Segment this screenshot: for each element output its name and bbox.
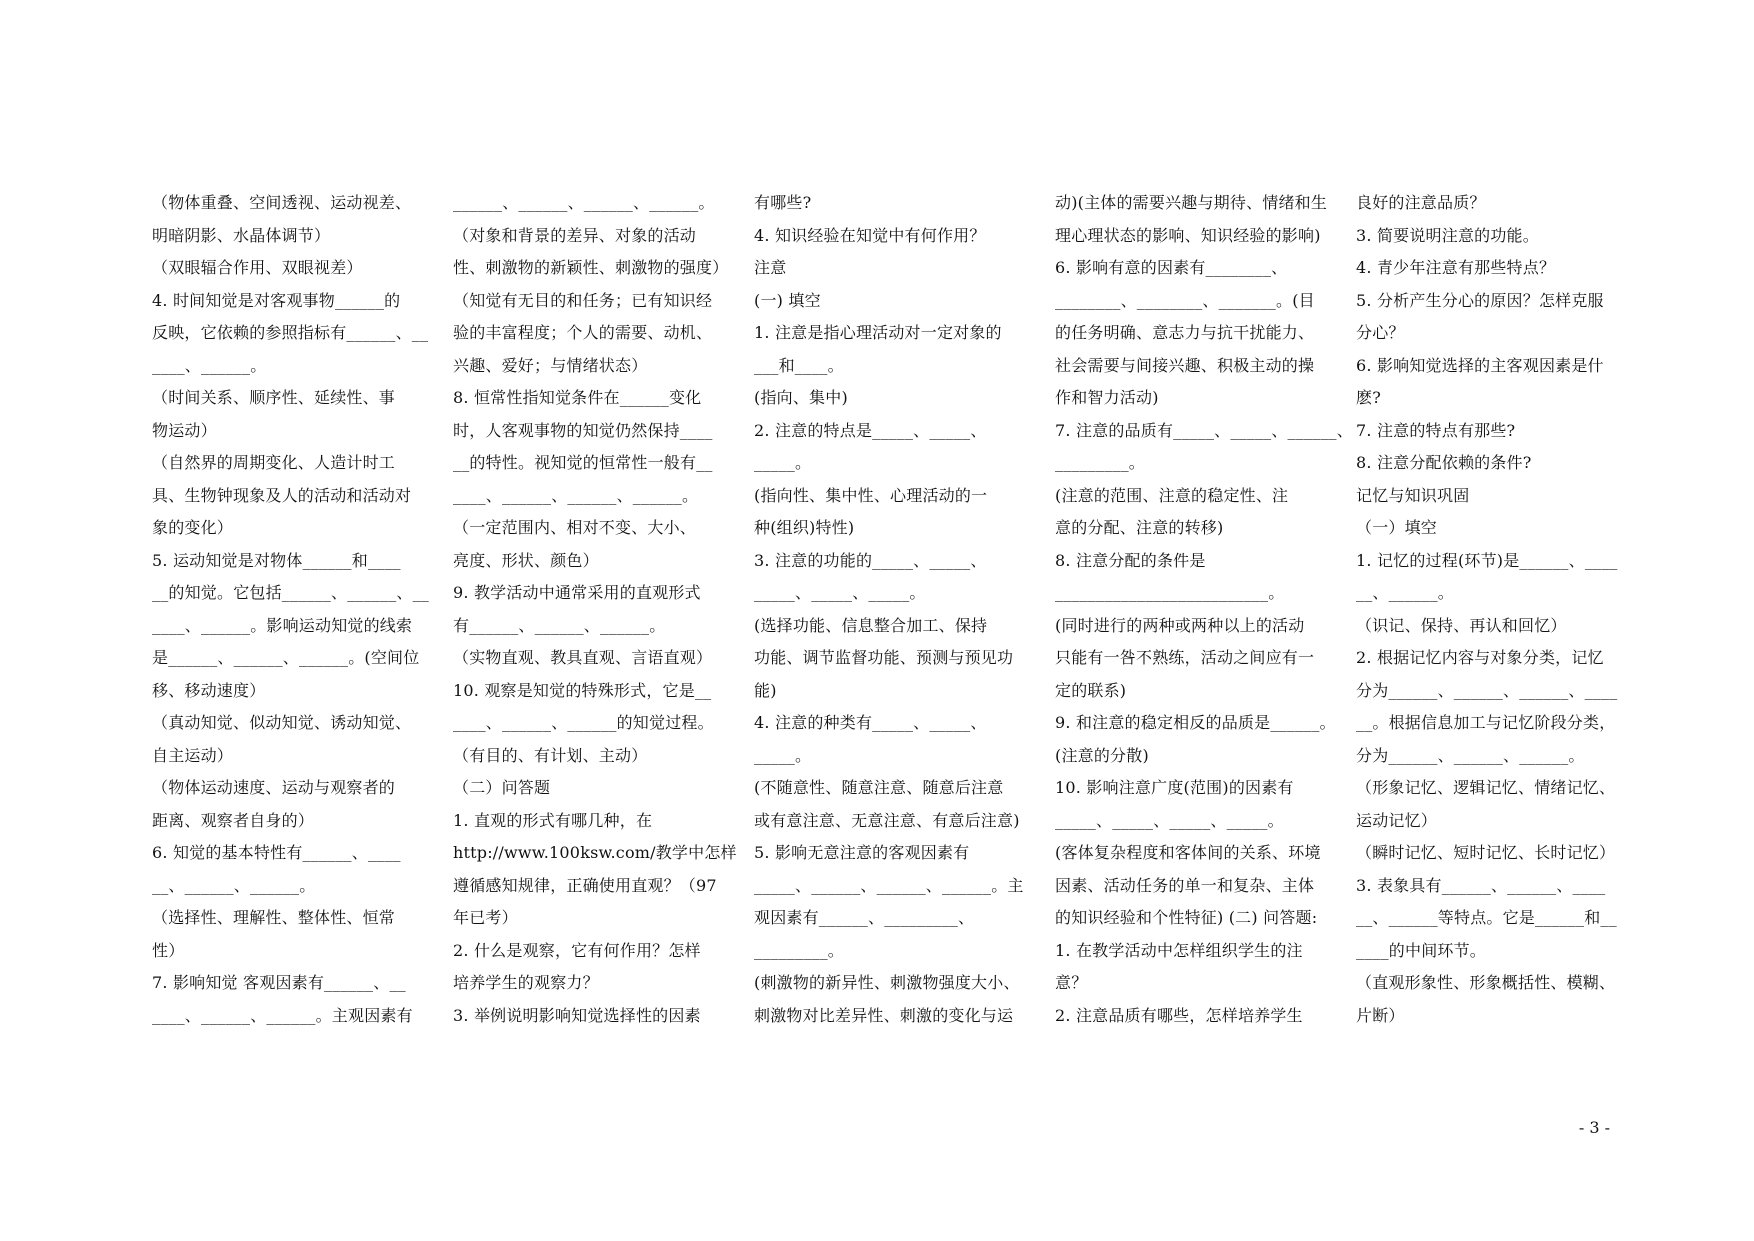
text-line: 片断） [1356, 1005, 1405, 1025]
text-line: (不随意性、随意注意、随意后注意 [754, 778, 1004, 797]
text-line: 年已考） [453, 908, 518, 927]
text-line: （实物直观、教具直观、言语直观） [453, 648, 713, 667]
column-2 [453, 187, 737, 1032]
text-line: 种(组织)特性) [754, 518, 855, 537]
text-line: __、______等特点。它是______和__ [1356, 908, 1617, 927]
text-line: (选择功能、信息整合加工、保持 [754, 615, 988, 635]
text-line: 验的丰富程度；个人的需要、动机、 [453, 323, 713, 342]
text-line: 亮度、形状、颜色） [453, 550, 599, 570]
text-line: （瞬时记忆、短时记忆、长时记忆） [1356, 843, 1616, 862]
text-line: (同时进行的两种或两种以上的活动 [1055, 615, 1305, 635]
text-line: 作和智力活动) [1055, 388, 1159, 407]
text-line: 移、移动速度） [152, 680, 266, 700]
text-line: ____、______。 [152, 355, 267, 375]
text-line: 3. 简要说明注意的功能。 [1356, 225, 1539, 245]
text-line: 8. 注意分配的条件是 [1055, 550, 1206, 570]
text-line: 4. 青少年注意有那些特点？ [1356, 258, 1556, 277]
text-line: 性、刺激物的新颖性、刺激物的强度） [453, 258, 729, 277]
text-line: __的特性。视知觉的恒常性一般有__ [453, 453, 713, 472]
text-line: 7. 注意的品质有_____、_____、______、 [1055, 420, 1353, 440]
text-line: 观因素有______、_________、 [754, 908, 975, 927]
text-line: 5. 影响无意注意的客观因素有 [754, 843, 970, 862]
text-line: (注意的范围、注意的稳定性、注 [1055, 485, 1289, 505]
column-1 [152, 187, 430, 1032]
text-line: 记忆与知识巩固 [1356, 485, 1470, 505]
text-line: 10. 观察是知觉的特殊形式，它是__ [453, 680, 712, 700]
text-line: （对象和背景的差异、对象的活动 [453, 225, 697, 245]
text-line: （一）填空 [1356, 518, 1438, 537]
text-line: 7. 影响知觉 客观因素有______、__ [152, 973, 406, 992]
text-line: 分心？ [1356, 323, 1405, 342]
text-line: ________、________、_______。(目 [1055, 290, 1315, 310]
text-line: 性） [152, 940, 185, 960]
text-line: （形象记忆、逻辑记忆、情绪记忆、 [1356, 778, 1616, 797]
text-line: （物体运动速度、运动与观察者的 [152, 778, 396, 797]
text-line: （双眼辐合作用、双眼视差） [152, 258, 363, 277]
text-line: _____、_____、_____。 [754, 583, 926, 602]
text-line: ____、______、______。主观因素有 [152, 1005, 413, 1025]
text-line: 分为______、______、______、____ [1356, 680, 1618, 700]
text-line: 意的分配、注意的转移) [1055, 518, 1224, 537]
text-line: _________。 [1055, 453, 1145, 472]
text-line: （知觉有无目的和任务；已有知识经 [453, 290, 713, 310]
text-line: （二）问答题 [453, 778, 551, 797]
text-line: 5. 运动知觉是对物体______和____ [152, 550, 401, 570]
text-line: 6. 影响知觉选择的主客观因素是什 [1356, 355, 1604, 375]
text-line: 1. 直观的形式有哪几种，在 [453, 810, 653, 830]
text-line: 分为______、______、______。 [1356, 745, 1585, 765]
column-5 [1356, 187, 1619, 1032]
text-line: 3. 注意的功能的_____、_____、 [754, 550, 987, 570]
text-line: 的任务明确、意志力与抗干扰能力、 [1055, 323, 1315, 342]
text-line: 3. 举例说明影响知觉选择性的因素 [453, 1005, 701, 1025]
text-line: 7. 注意的特点有那些? [1356, 420, 1516, 440]
text-line: 刺激物对比差异性、刺激的变化与运 [754, 1005, 1014, 1025]
text-line: (刺激物的新异性、刺激物强度大小、 [754, 973, 1020, 992]
text-line: __的知觉。它包括______、______、__ [152, 583, 430, 602]
text-line: 反映，它依赖的参照指标有______、__ [152, 323, 429, 342]
text-line: 意？ [1055, 973, 1088, 992]
text-line: （识记、保持、再认和回忆） [1356, 615, 1567, 635]
text-line: __________________________。 [1055, 583, 1285, 602]
text-line: _________。 [754, 940, 844, 960]
text-line: (指向性、集中性、心理活动的一 [754, 485, 988, 505]
text-line: (指向、集中) [754, 388, 848, 407]
text-line: 或有意注意、无意注意、有意后注意) [754, 810, 1020, 830]
text-line: （直观形象性、形象概括性、模糊、 [1356, 973, 1616, 992]
text-line: （一定范围内、相对不变、大小、 [453, 518, 697, 537]
text-line: 1. 注意是指心理活动对一定对象的 [754, 323, 1002, 342]
text-line: 2. 注意的特点是_____、_____、 [754, 420, 987, 440]
text-line: _____、_____、_____、_____。 [1055, 810, 1284, 830]
text-line: __、______。 [1356, 583, 1455, 602]
text-line: （物体重叠、空间透视、运动视差、 [152, 193, 412, 212]
text-line: （有目的、有计划、主动） [453, 745, 648, 765]
page-number: - 3 - [1578, 1118, 1610, 1137]
text-line: 5. 分析产生分心的原因？怎样克服 [1356, 290, 1604, 310]
text-line: (客体复杂程度和客体间的关系、环境 [1055, 843, 1321, 862]
text-line: http://www.100ksw.com/教学中怎样 [453, 843, 737, 862]
text-line: 功能、调节监督功能、预测与预见功 [754, 648, 1014, 667]
text-line: 麽? [1356, 388, 1381, 407]
text-line: 6. 影响有意的因素有________、 [1055, 258, 1288, 277]
text-line: 社会需要与间接兴趣、积极主动的操 [1055, 355, 1315, 375]
text-line: ____、______、______的知觉过程。 [453, 713, 714, 732]
text-line: 4. 时间知觉是对客观事物______的 [152, 290, 401, 310]
text-line: 自主运动） [152, 745, 234, 765]
text-line: 有______、______、______。 [453, 615, 666, 635]
text-line: 有哪些? [754, 193, 812, 212]
text-line: 4. 注意的种类有_____、_____、 [754, 713, 987, 732]
text-line: （真动知觉、似动知觉、诱动知觉、 [152, 713, 412, 732]
text-line: 能) [754, 680, 777, 700]
text-line: （选择性、理解性、整体性、恒常 [152, 908, 396, 927]
text-line: 兴趣、爱好；与情绪状态） [453, 355, 648, 375]
text-line: 距离、观察者自身的） [152, 810, 315, 830]
column-3 [754, 187, 1024, 1032]
text-line: ___和____。 [754, 355, 844, 375]
text-line: ____、______。影响运动知觉的线索 [152, 615, 413, 635]
text-line: 良好的注意品质？ [1356, 193, 1486, 212]
text-line: 明暗阴影、水晶体调节） [152, 225, 331, 245]
text-line: 2. 根据记忆内容与对象分类，记忆 [1356, 648, 1604, 667]
text-line: 2. 什么是观察，它有何作用？怎样 [453, 940, 701, 960]
text-line: 9. 和注意的稳定相反的品质是______。 [1055, 713, 1336, 732]
text-line: (一) 填空 [754, 290, 821, 310]
text-line: （自然界的周期变化、人造计时工 [152, 453, 396, 472]
column-4 [1055, 187, 1353, 1032]
text-line: _____。 [754, 745, 812, 765]
text-line: 遵循感知规律，正确使用直观？（97 [453, 875, 717, 895]
text-line: 时，人客观事物的知觉仍然保持____ [453, 420, 713, 440]
text-line: 注意 [754, 258, 787, 277]
text-line: 3. 表象具有______、______、____ [1356, 875, 1606, 895]
text-line: 8. 注意分配依赖的条件? [1356, 453, 1532, 472]
text-line: 具、生物钟现象及人的活动和活动对 [152, 485, 412, 505]
text-line: 物运动） [152, 420, 217, 440]
text-line: (注意的分散) [1055, 745, 1149, 765]
text-line: 培养学生的观察力？ [453, 973, 599, 992]
text-line: 2. 注意品质有哪些，怎样培养学生 [1055, 1005, 1303, 1025]
text-line: 8. 恒常性指知觉条件在______变化 [453, 388, 702, 407]
text-line: ____的中间环节。 [1356, 940, 1487, 960]
text-line: 因素、活动任务的单一和复杂、主体 [1055, 875, 1315, 895]
text-line: 只能有一咎不熟练，活动之间应有一 [1055, 648, 1315, 667]
text-line: 运动记忆） [1356, 810, 1438, 830]
text-line: 象的变化） [152, 518, 234, 537]
text-line: 定的联系) [1055, 680, 1127, 700]
text-line: 9. 教学活动中通常采用的直观形式 [453, 583, 701, 602]
text-line: （时间关系、顺序性、延续性、事 [152, 388, 396, 407]
text-line: 4. 知识经验在知觉中有何作用？ [754, 225, 986, 245]
text-line: 动)(主体的需要兴趣与期待、情绪和生 [1055, 193, 1328, 212]
text-line: 10. 影响注意广度(范围)的因素有 [1055, 778, 1294, 797]
text-line: 是______、______、______。(空间位 [152, 648, 420, 667]
text-line: 的知识经验和个性特征) (二) 问答题: [1055, 908, 1318, 927]
text-line: 6. 知觉的基本特性有______、____ [152, 843, 401, 862]
text-line: 理心理状态的影响、知识经验的影响) [1055, 225, 1321, 245]
text-line: ____、______、______、______。 [453, 485, 699, 505]
text-line: _____、______、______、______。主 [754, 875, 1024, 895]
text-line: ______、______、______、______。 [453, 193, 715, 212]
text-line: 1. 在教学活动中怎样组织学生的注 [1055, 940, 1303, 960]
text-line: __、______、______。 [152, 875, 316, 895]
text-line: _____。 [754, 453, 812, 472]
text-line: 1. 记忆的过程(环节)是______、____ [1356, 550, 1618, 570]
text-line: __。根据信息加工与记忆阶段分类， [1356, 713, 1616, 732]
